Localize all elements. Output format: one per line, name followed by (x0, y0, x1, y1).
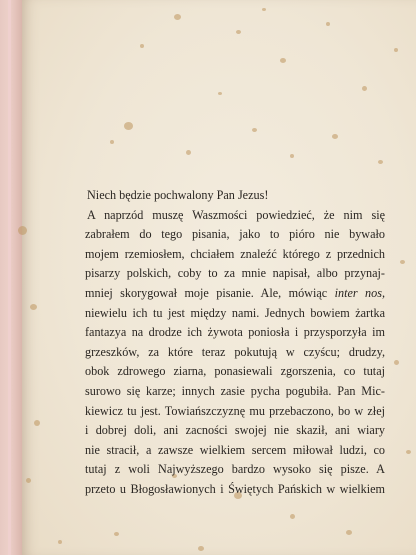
text-line-11: surowo się karze; innych zasie pycha pogubiła. Pan Mic- (85, 383, 385, 398)
text-line-1: Niech będzie pochwalony Pan Jezus! (87, 188, 269, 202)
text-line-3: zabrałem do tego pisania, jako to pióro nie bywało (85, 227, 385, 242)
text-line-5: pisarzy polskich, coby to za mnie napisał, albo przynaj- (85, 266, 385, 281)
book-page (22, 0, 416, 555)
text-line-10: obok zdrowego ziarna, ponasiewali zgorszenia, co tutaj (85, 364, 385, 379)
book-binding-edge (0, 0, 22, 555)
text-line-4: mojem rzemiosłem, chciałem znaleźć którego z przednich (85, 246, 385, 261)
text-line-7: niewielu ich tu jest między nami. Jednych bowiem żartka (85, 305, 385, 320)
text-line-6 (85, 284, 385, 304)
ribbon-bookmark (8, 0, 11, 555)
text-line-2 (85, 206, 385, 226)
text-line-9: grzeszków, za które teraz pokutują w czyścu; drudzy, (85, 344, 385, 359)
page-text (85, 186, 385, 500)
text-line-6-content: mniej skorygował moje pisanie. Ale, mówiąc (85, 285, 328, 300)
text-line-16: przeto u Błogosławionych i Świętych Pańskich w wielkiem (85, 481, 385, 496)
text-line-15: tutaj z woli Najwyższego bardzo wysoko się pisze. A (85, 462, 385, 477)
text-line-13: i dobrej doli, ani zacności swojej nie skaził, ani wiary (85, 423, 385, 438)
text-line-8: fantazya na drodze ich żywota poniosła i przysporzyła im (85, 325, 385, 340)
text-line-2-content: A naprzód muszę Waszmości powiedzieć, że nim się (87, 207, 385, 222)
text-italic-phrase: inter nos, (334, 285, 385, 300)
text-line-12: kiewicz tu jest. Towiańszczyznę mu przebaczono, bo w złej (85, 403, 385, 418)
text-line-14: nie stracił, a zawsze wielkiem sercem miłował ludzi, co (85, 442, 385, 457)
